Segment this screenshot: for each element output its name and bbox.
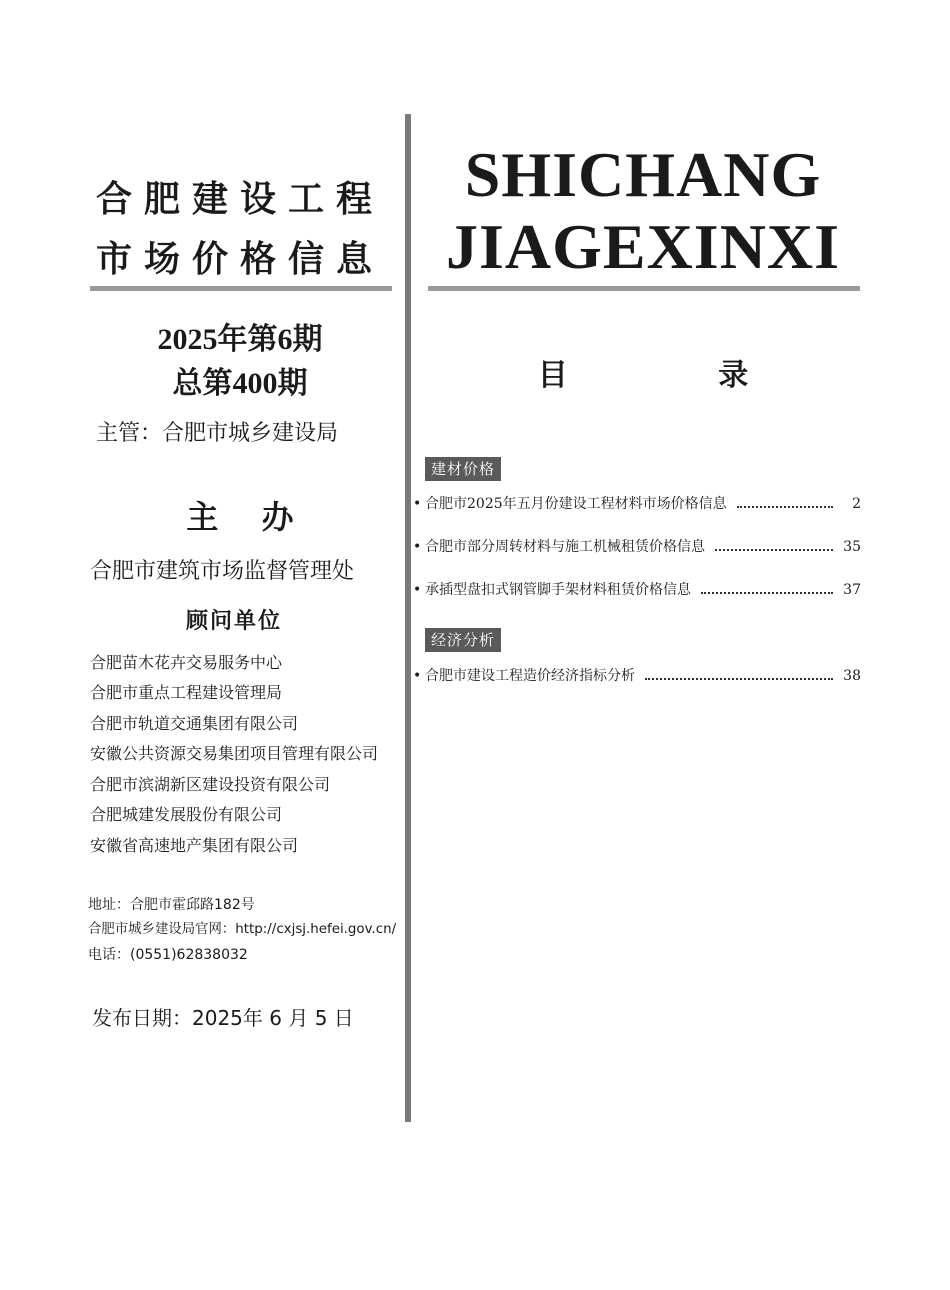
toc-item[interactable] [413, 665, 861, 687]
dot-leader [645, 677, 833, 680]
issue-number: 2025年第6期 [157, 323, 323, 356]
host-heading: 主 办 [186, 498, 310, 536]
toc-item[interactable] [413, 493, 861, 515]
bullet-icon: • [413, 668, 422, 684]
publish-date: 发布日期：2025年 6 月 5 日 [92, 1006, 354, 1030]
toc-item-title: 承插型盘扣式钢管脚手架材料租赁价格信息 [425, 582, 691, 598]
latin-title-line2: JIAGEXINXI [445, 211, 841, 282]
toc-heading: 目 录 [537, 358, 819, 393]
advisor-item: 合肥市重点工程建设管理局 [90, 683, 283, 702]
toc-item-title: 合肥市建设工程造价经济指标分析 [425, 668, 635, 684]
phone-line: 电话：(0551)62838032 [88, 947, 248, 963]
left-title-rule [90, 286, 392, 291]
host-organization: 合肥市建筑市场监督管理处 [90, 559, 355, 584]
bullet-icon: • [413, 539, 422, 555]
bullet-icon: • [413, 582, 422, 598]
advisor-item: 安徽公共资源交易集团项目管理有限公司 [90, 744, 379, 763]
magazine-title-line1: 合肥建设工程 [95, 179, 384, 220]
bullet-icon: • [413, 496, 422, 512]
section-tag-materials: 建材价格 [425, 457, 501, 481]
right-title-rule [428, 286, 860, 291]
toc-item-page: 35 [843, 539, 861, 555]
latin-title-line1: SHICHANG [464, 139, 822, 210]
advisor-item: 合肥市轨道交通集团有限公司 [90, 714, 299, 733]
toc-item[interactable] [413, 536, 861, 558]
advisor-item: 安徽省高速地产集团有限公司 [90, 836, 299, 855]
dot-leader [701, 591, 833, 594]
toc-item-title: 合肥市部分周转材料与施工机械租赁价格信息 [425, 539, 705, 555]
section-tag-economic-analysis: 经济分析 [425, 628, 501, 652]
address-line: 地址：合肥市霍邱路182号 [88, 897, 255, 913]
advisor-heading: 顾问单位 [185, 609, 282, 634]
advisor-item: 合肥城建发展股份有限公司 [90, 805, 283, 824]
dot-leader [715, 548, 833, 551]
supervisor-line: 主管：合肥市城乡建设局 [96, 421, 339, 446]
dot-leader [737, 505, 833, 508]
toc-item-page: 2 [852, 496, 861, 512]
toc-item[interactable] [413, 579, 861, 601]
toc-item-page: 37 [843, 582, 861, 598]
toc-item-title: 合肥市2025年五月份建设工程材料市场价格信息 [425, 496, 727, 512]
website-line: 合肥市城乡建设局官网：http://cxjsj.hefei.gov.cn/ [88, 922, 397, 937]
advisor-item: 合肥市滨湖新区建设投资有限公司 [90, 775, 331, 794]
cumulative-issue-number: 总第400期 [172, 367, 308, 400]
toc-item-page: 38 [843, 668, 861, 684]
advisor-item: 合肥苗木花卉交易服务中心 [90, 653, 283, 672]
magazine-title-line2: 市场价格信息 [95, 239, 384, 280]
vertical-divider [405, 114, 411, 1122]
